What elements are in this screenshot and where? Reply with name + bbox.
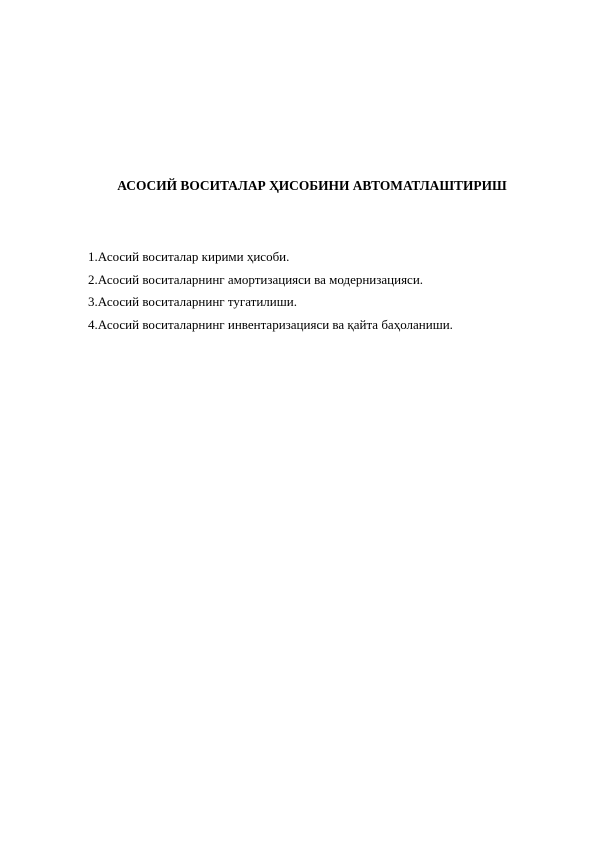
topic-item: 1.Асосий воситалар кирими ҳисоби. (88, 249, 290, 264)
topic-item: 4.Асосий воситаларнинг инвентаризацияси ва қайта баҳоланиши. (88, 316, 453, 332)
topic-item: 3.Асосий воситаларнинг тугатилиши. (88, 294, 297, 309)
topic-list (88, 246, 453, 336)
page-title: АСОСИЙ ВОСИТАЛАР ҲИСОБИНИ АВТОМАТЛАШТИРИШ (117, 178, 507, 193)
topic-item: 2.Асосий воситаларнинг амортизацияси ва модернизацияси. (88, 271, 424, 287)
